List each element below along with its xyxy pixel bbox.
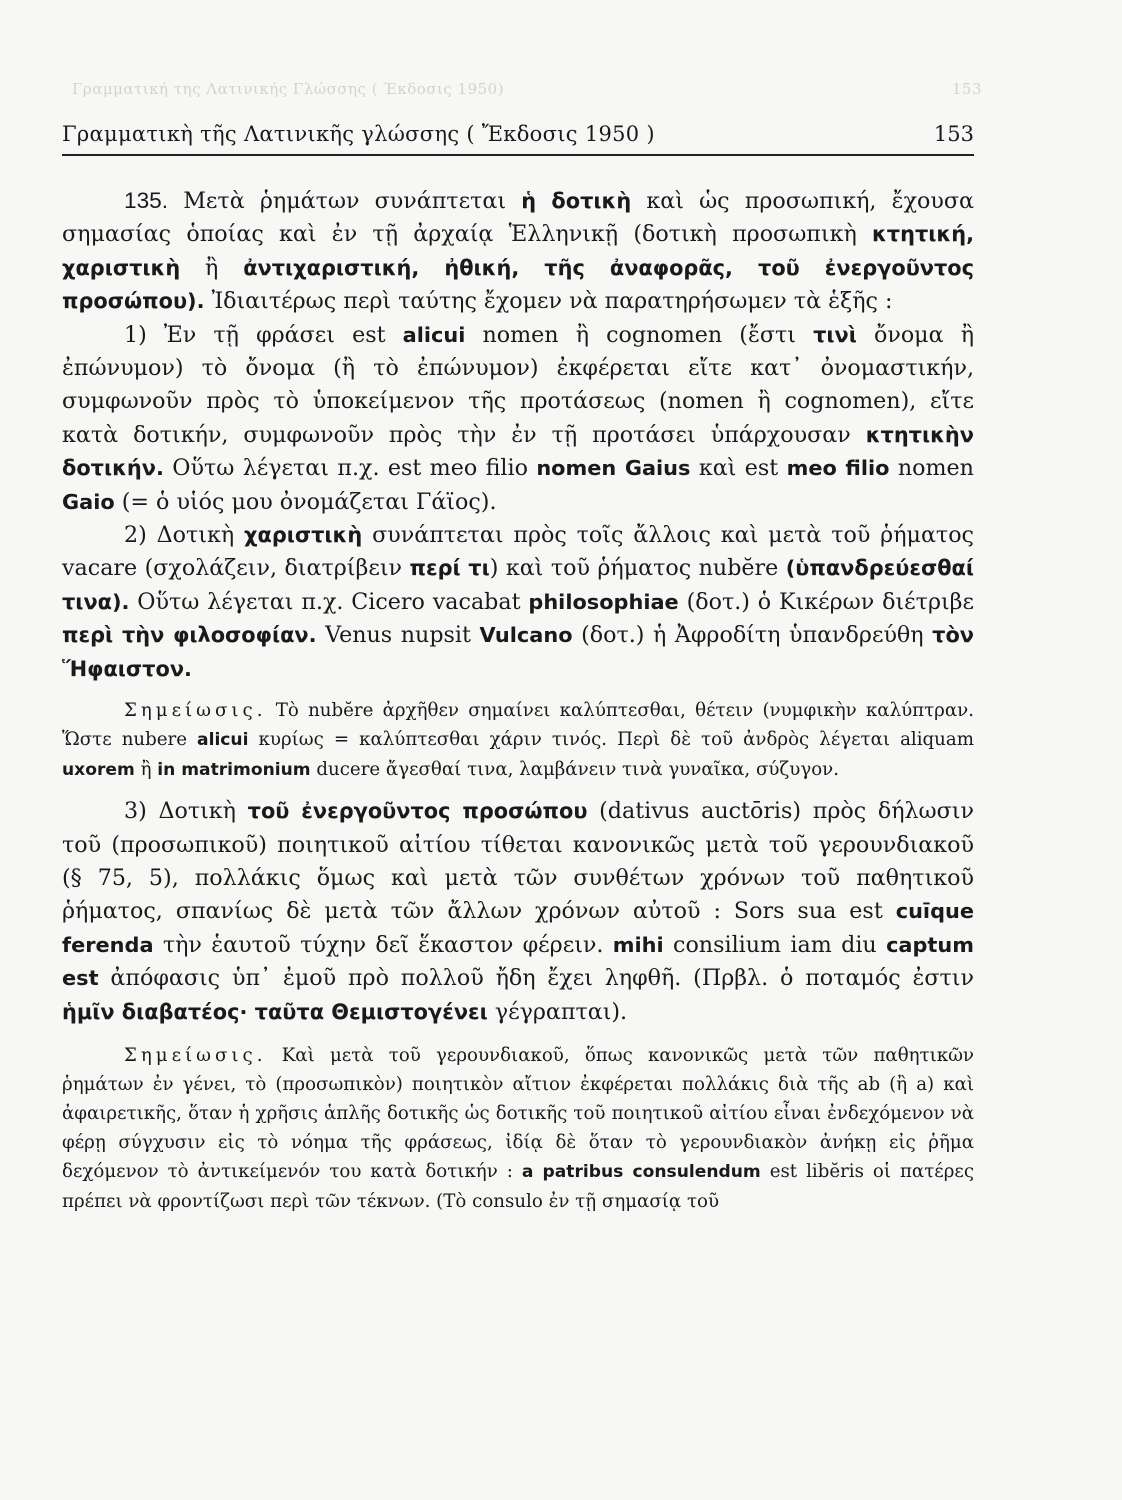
bleed-through-page-number: 153 [951,80,982,98]
note-1: Σημείωσις. Τὸ nubĕre ἀρχῆθεν σημαίνει καλύπτεσθαι, θέτειν (νυμφικὴν καλύπτραν. Ὥστε nubere alicui κυρίως = καλύπτεσθαι χάριν τινός. Περὶ δὲ τοῦ ἀνδρὸς λέγεται aliquam uxorem ἢ in matrimonium ducere ἄγεσθαί τινα, λαμβάνειν τινὰ γυναῖκα, σύζυγον. [62,700,974,781]
note-2: Σημείωσις. Καὶ μετὰ τοῦ γερουνδιακοῦ, ὅπως κανονικῶς μετὰ τῶν παθητικῶν ῥημάτων ἐν γένει, τὸ (προσωπικὸν) ποιητικὸν αἴτιον ἐκφέρεται πολλάκις διὰ τῆς ab (ἢ a) καὶ ἀφαιρετικῆς, ὅταν ἡ χρῆσις ἁπλῆς δοτικῆς ὡς δοτικῆς τοῦ ποιητικοῦ αἰτίου εἶναι ἐνδεχόμενον νὰ φέρῃ σύγχυσιν εἰς τὸ νόημα τῆς φράσεως, ἰδίᾳ δὲ ὅταν τὸ γερουνδιακὸν ἀνήκῃ εἰς ῥῆμα δεχόμενον τὸ ἀντικείμενόν του κατὰ δοτικήν : a patribus consulendum est libĕris οἱ πατέρες πρέπει νὰ φροντίζωσι περὶ τῶν τέκνων. (Τὸ consulo ἐν τῇ σημασίᾳ τοῦ [62,1044,975,1212]
note-label: Σημείωσις. [124,1044,267,1066]
note-label: Σημείωσις. [124,700,267,722]
page-number: 153 [933,122,974,146]
bleed-through-title: Γραμματική της Λατινικής Γλώσσης ( Έκδοσις 1950) [72,80,505,98]
running-header [62,122,974,146]
paragraph-item-1: 1) Ἐν τῇ φράσει est alicui nomen ἢ cognomen (ἔστι τινὶ ὄνομα ἢ ἐπώνυμον) τὸ ὄνομα (ἢ τὸ ἐπώνυμον) ἐκφέρεται εἴτε κατ᾽ ὀνομαστικήν, συμφωνοῦν πρὸς τὸ ὑποκείμενον τῆς προτάσεως (nomen ἢ cognomen), εἴτε κατὰ δοτικήν, συμφωνοῦν πρὸς τὴν ἐν τῇ προτάσει ὑπάρχουσαν κτητικὴν δοτικήν. Οὕτω λέγεται π.χ. est meo filio nomen Gaius καὶ est meo filio nomen Gaio (= ὁ υἱός μου ὀνομάζεται Γάϊος). [62,321,974,515]
section-number: 135. [124,188,169,213]
paragraph-135: 135. Μετὰ ῥημάτων συνάπτεται ἡ δοτικὴ καὶ ὡς προσωπική, ἔχουσα σημασίας ὁποίας καὶ ἐν τῇ ἀρχαίᾳ Ἑλληνικῇ (δοτικὴ προσωπικὴ κτητική, χαριστικὴ ἢ ἀντιχαριστική, ἠθική, τῆς ἀναφορᾶς, τοῦ ἐνεργοῦντος προσώπου). Ἰδιαιτέρως περὶ ταύτης ἔχομεν νὰ παρατηρήσωμεν τὰ ἑξῆς : [62,188,974,315]
page-body [62,184,974,1226]
paragraph-item-3: 3) Δοτικὴ τοῦ ἐνεργοῦντος προσώπου (dativus auctōris) πρὸς δήλωσιν τοῦ (προσωπικοῦ) ποιητικοῦ αἰτίου τίθεται κανονικῶς μετὰ τοῦ γερουνδιακοῦ (§ 75, 5), πολλάκις ὅμως καὶ μετὰ τῶν συνθέτων χρόνων τοῦ παθητικοῦ ῥήματος, σπανίως δὲ μετὰ τῶν ἄλλων χρόνων αὐτοῦ : Sors sua est cuīque ferenda τὴν ἑαυτοῦ τύχην δεῖ ἕκαστον φέρειν. mihi consilium iam diu captum est ἀπόφασις ὑπ᾽ ἐμοῦ πρὸ πολλοῦ ἤδη ἔχει ληφθῆ. (Πρβλ. ὁ ποταμός ἐστιν ἡμῖν διαβατέος· ταῦτα Θεμιστογένει γέγραπται). [62,798,974,1025]
header-rule [62,154,974,156]
bleed-through-header [72,80,982,98]
running-title: Γραμματικὴ τῆς Λατινικῆς γλώσσης ( Ἔκδοσις 1950 ) [62,122,655,146]
paragraph-item-2: 2) Δοτικὴ χαριστικὴ συνάπτεται πρὸς τοῖς ἄλλοις καὶ μετὰ τοῦ ῥήματος vacare (σχολάζειν, διατρίβειν περί τι) καὶ τοῦ ῥήματος nubĕre (ὑπανδρεύεσθαί τινα). Οὕτω λέγεται π.χ. Cicero vacabat philosophiae (δοτ.) ὁ Κικέρων διέτριβε περὶ τὴν φιλοσοφίαν. Venus nupsit Vulcano (δοτ.) ἡ Ἀφροδίτη ὑπανδρεύθη τὸν Ἥφαιστον. [62,522,975,681]
